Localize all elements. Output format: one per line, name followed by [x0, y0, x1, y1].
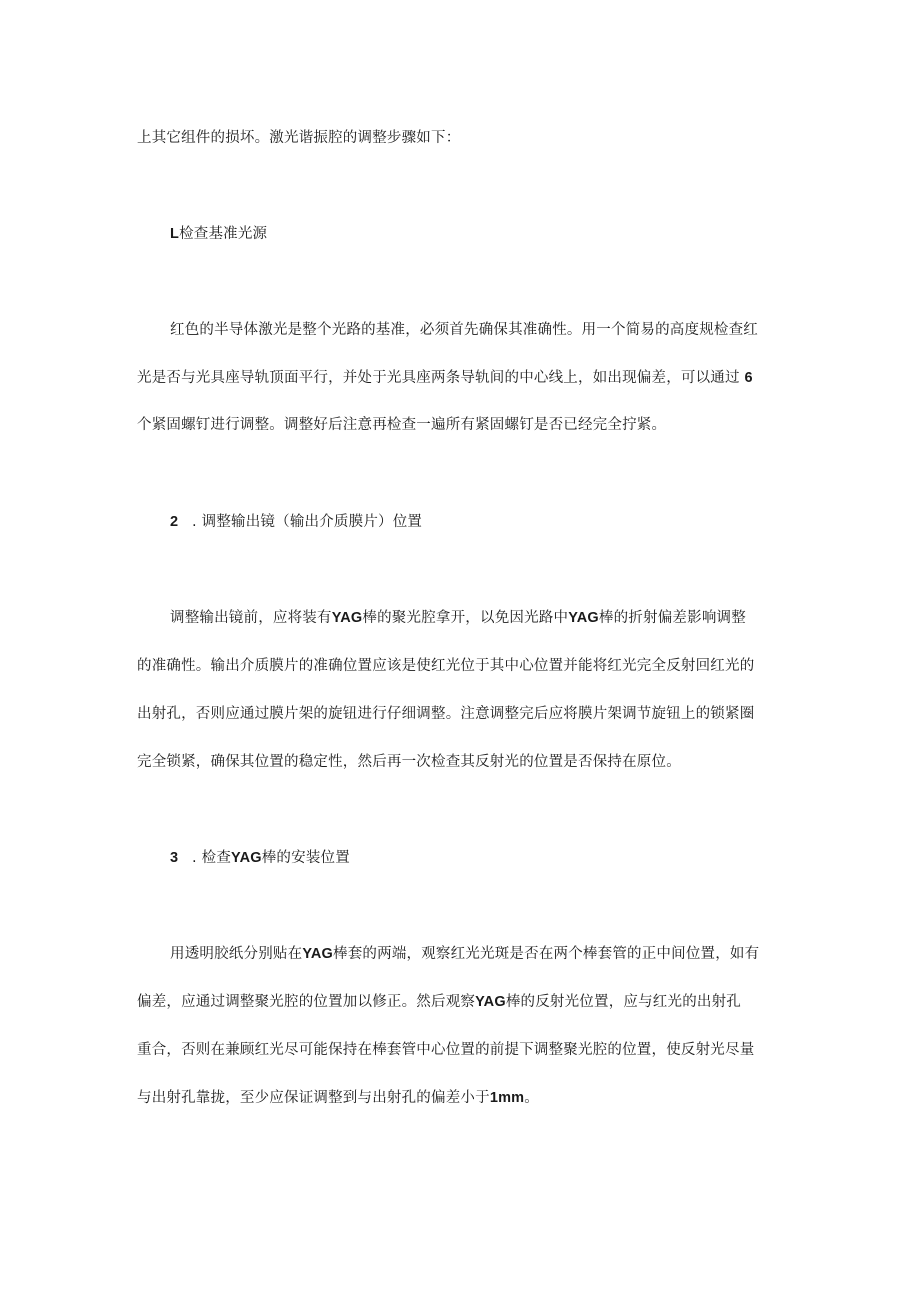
step3-yag-1: YAG — [302, 946, 334, 962]
step2-paragraph-line-1 — [170, 608, 746, 628]
step1-paragraph-line-1 — [170, 320, 758, 340]
step3-yag-2: YAG — [475, 994, 506, 1010]
step3-text-4c: 。 — [524, 1090, 539, 1106]
step2-paragraph-line-4 — [137, 752, 681, 772]
step2-text-3: 出射孔，否则应通过膜片架的旋钮进行仔细调整。注意调整完后应将膜片架调节旋钮上的锁紧圈 — [137, 706, 755, 722]
step3-paragraph-line-4 — [137, 1088, 539, 1108]
step1-title: 检查基准光源 — [179, 226, 268, 242]
step3-heading — [170, 848, 350, 868]
step2-text-1a: 调整输出镜前，应将装有 — [170, 610, 332, 626]
intro-line — [137, 128, 460, 148]
step3-title-a: . 检查 — [192, 850, 232, 866]
step2-paragraph-line-3 — [137, 704, 754, 724]
step2-paragraph-line-2 — [137, 656, 754, 676]
step1-text-2: 光是否与光具座导轨顶面平行，并处于光具座两条导轨间的中心线上，如出现偏差，可以通过 — [137, 370, 740, 386]
step2-text-1e: 棒的折射偏差影响调整 — [598, 610, 746, 626]
step1-number: L — [170, 226, 180, 242]
step2-title: . 调整输出镜（输出介质膜片）位置 — [192, 514, 423, 530]
step1-paragraph-line-3 — [137, 415, 666, 435]
step1-paragraph-line-2 — [137, 368, 753, 388]
intro-text: 上其它组件的损坏。激光谐振腔的调整步骤如下： — [137, 130, 461, 146]
step3-paragraph-line-1 — [170, 944, 759, 964]
step2-heading — [170, 512, 422, 532]
step3-number: 3 — [170, 850, 179, 866]
step2-number: 2 — [170, 514, 179, 530]
step3-text-4a: 与出射孔靠拢，至少应保证调整到与出射孔的偏差小于 — [137, 1090, 490, 1106]
step3-text-1c: 棒套的两端，观察红光光斑是否在两个棒套管的正中间位置，如有 — [333, 946, 760, 962]
step3-deviation-value: 1mm — [489, 1090, 525, 1106]
step2-text-2: 的准确性。输出介质膜片的准确位置应该是使红光位于其中心位置并能将红光完全反射回红光的 — [137, 658, 755, 674]
step3-text-1a: 用透明胶纸分别贴在 — [170, 946, 303, 962]
step3-paragraph-line-2 — [137, 992, 741, 1012]
step3-text-2a: 偏差，应通过调整聚光腔的位置加以修正。然后观察 — [137, 994, 476, 1010]
step1-text-3: 个紧固螺钉进行调整。调整好后注意再检查一遍所有紧固螺钉是否已经完全拧紧。 — [137, 417, 667, 433]
step3-text-3: 重合，否则在兼顾红光尽可能保持在棒套管中心位置的前提下调整聚光腔的位置，使反射光尽量 — [137, 1042, 755, 1058]
step1-text-1: 红色的半导体激光是整个光路的基准，必须首先确保其准确性。用一个简易的高度规检查红 — [170, 322, 758, 338]
step2-yag-2: YAG — [568, 610, 599, 626]
step3-paragraph-line-3 — [137, 1040, 754, 1060]
step2-text-4: 完全锁紧，确保其位置的稳定性，然后再一次检查其反射光的位置是否保持在原位。 — [137, 754, 681, 770]
step3-title-yag: YAG — [231, 850, 262, 866]
step3-text-2c: 棒的反射光位置，应与红光的出射孔 — [505, 994, 742, 1010]
step3-title-c: 棒的安装位置 — [261, 850, 350, 866]
step2-yag-1: YAG — [331, 610, 363, 626]
step1-heading — [170, 224, 267, 244]
step1-screw-count: 6 — [744, 370, 753, 386]
step2-text-1c: 棒的聚光腔拿开，以免因光路中 — [362, 610, 569, 626]
